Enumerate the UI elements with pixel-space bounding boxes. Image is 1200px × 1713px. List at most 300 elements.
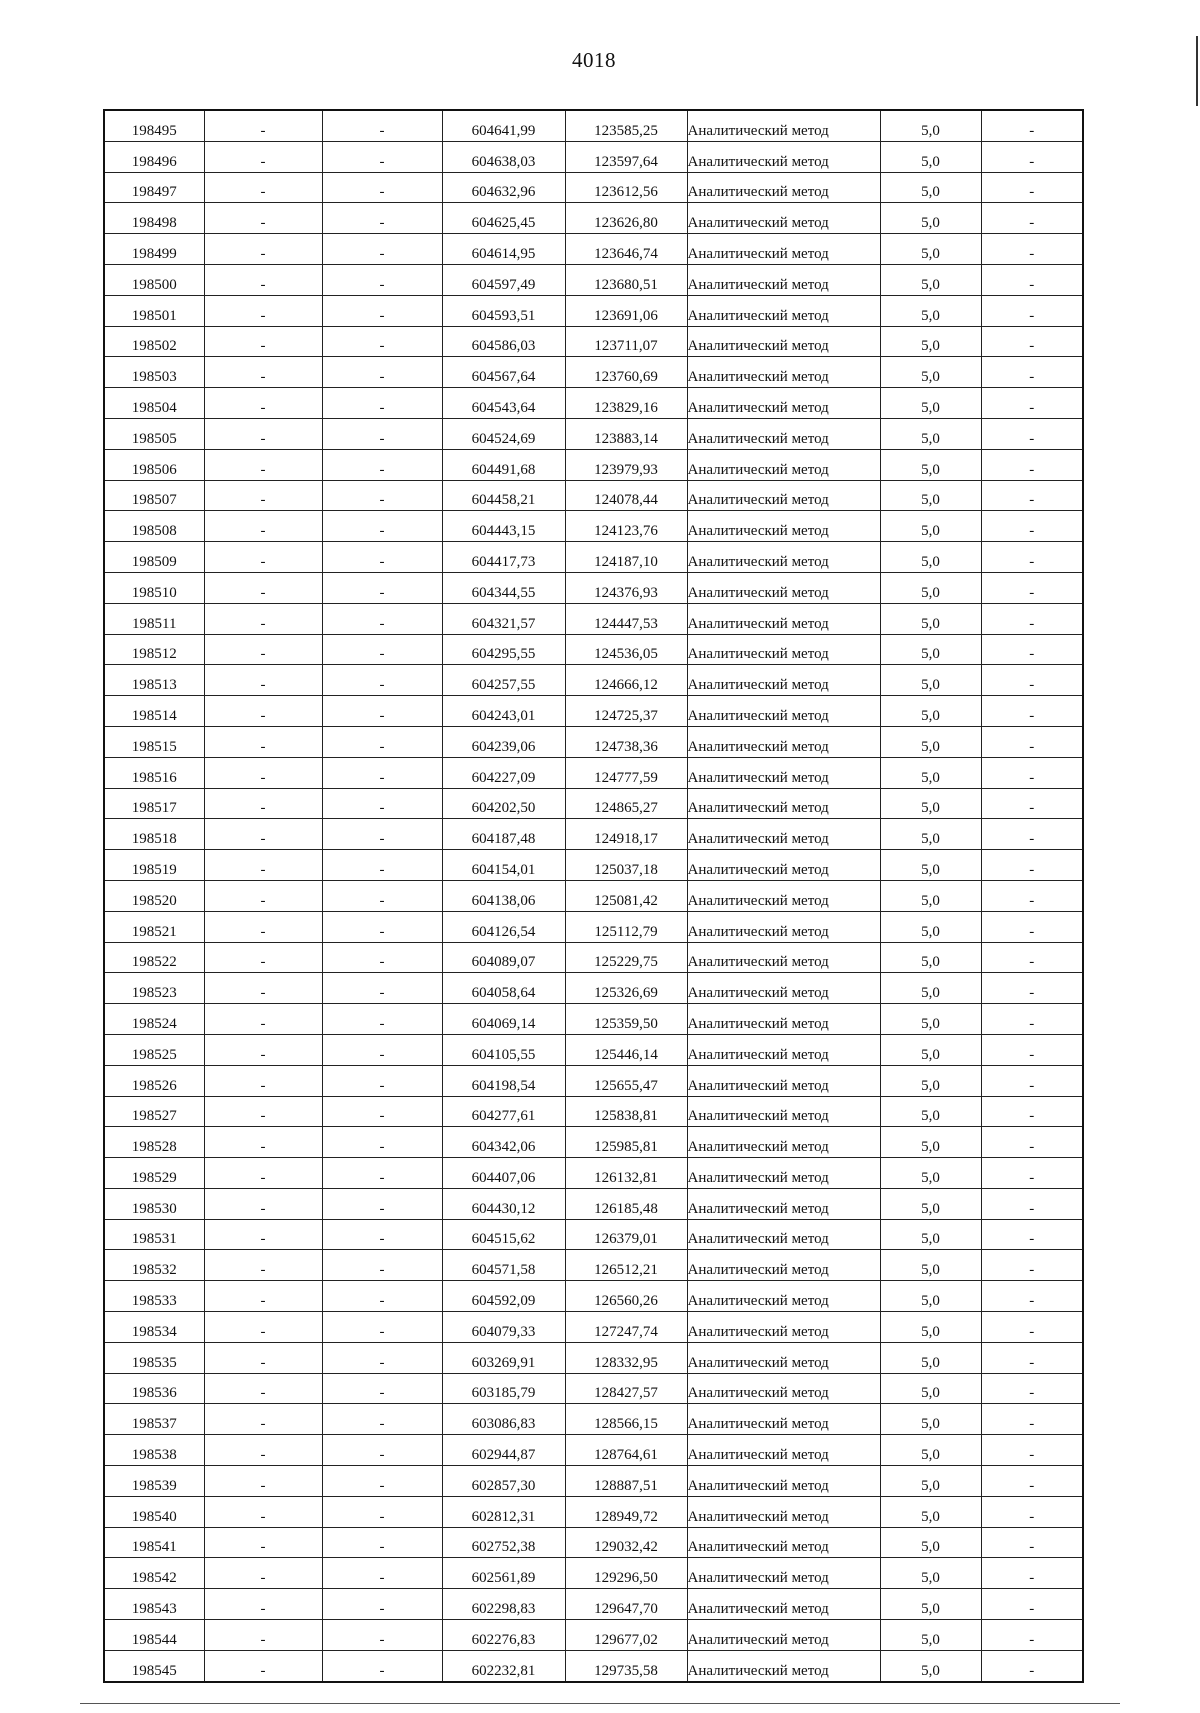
table-row [104,603,1083,634]
table-row [104,326,1083,357]
empty-value-cell: - [204,295,322,326]
accuracy-cell: 5,0 [880,942,981,973]
accuracy-cell: 5,0 [880,1404,981,1435]
table-row [104,1158,1083,1189]
accuracy-cell: 5,0 [880,726,981,757]
method-cell: Аналитический метод [687,295,880,326]
coordinate-y-cell: 125326,69 [565,973,687,1004]
empty-value-cell: - [981,1435,1083,1466]
coordinate-y-cell: 124123,76 [565,511,687,542]
table-row [104,511,1083,542]
empty-value-cell: - [981,973,1083,1004]
accuracy-cell: 5,0 [880,665,981,696]
method-cell: Аналитический метод [687,1435,880,1466]
empty-value-cell: - [204,1650,322,1681]
empty-value-cell: - [204,911,322,942]
coordinate-y-cell: 124187,10 [565,542,687,573]
empty-value-cell: - [981,1589,1083,1620]
empty-value-cell: - [981,665,1083,696]
coordinate-y-cell: 128887,51 [565,1466,687,1497]
empty-value-cell: - [204,110,322,141]
empty-value-cell: - [204,726,322,757]
point-number-cell: 198499 [104,234,204,265]
method-cell: Аналитический метод [687,603,880,634]
empty-value-cell: - [204,1281,322,1312]
accuracy-cell: 5,0 [880,1034,981,1065]
empty-value-cell: - [322,880,442,911]
empty-value-cell: - [322,1342,442,1373]
accuracy-cell: 5,0 [880,542,981,573]
empty-value-cell: - [981,264,1083,295]
table-row [104,696,1083,727]
empty-value-cell: - [322,942,442,973]
empty-value-cell: - [322,449,442,480]
coordinate-y-cell: 126379,01 [565,1219,687,1250]
empty-value-cell: - [204,1034,322,1065]
table-row [104,1404,1083,1435]
coordinate-y-cell: 123585,25 [565,110,687,141]
coordinate-x-cell: 604126,54 [442,911,565,942]
coordinate-y-cell: 126185,48 [565,1188,687,1219]
table-row [104,141,1083,172]
empty-value-cell: - [204,141,322,172]
table-row [104,264,1083,295]
empty-value-cell: - [981,1281,1083,1312]
coordinate-x-cell: 604202,50 [442,788,565,819]
empty-value-cell: - [981,757,1083,788]
coordinate-x-cell: 604058,64 [442,973,565,1004]
coordinate-y-cell: 125446,14 [565,1034,687,1065]
coordinate-y-cell: 128949,72 [565,1496,687,1527]
accuracy-cell: 5,0 [880,1127,981,1158]
empty-value-cell: - [322,110,442,141]
empty-value-cell: - [981,696,1083,727]
empty-value-cell: - [322,1004,442,1035]
point-number-cell: 198519 [104,850,204,881]
point-number-cell: 198511 [104,603,204,634]
point-number-cell: 198502 [104,326,204,357]
coordinate-y-cell: 123760,69 [565,357,687,388]
accuracy-cell: 5,0 [880,1342,981,1373]
coordinate-y-cell: 124777,59 [565,757,687,788]
table-row [104,1373,1083,1404]
method-cell: Аналитический метод [687,696,880,727]
point-number-cell: 198512 [104,634,204,665]
empty-value-cell: - [322,1188,442,1219]
coordinate-x-cell: 604641,99 [442,110,565,141]
point-number-cell: 198503 [104,357,204,388]
coordinate-y-cell: 128427,57 [565,1373,687,1404]
empty-value-cell: - [204,203,322,234]
empty-value-cell: - [322,388,442,419]
method-cell: Аналитический метод [687,757,880,788]
empty-value-cell: - [204,449,322,480]
empty-value-cell: - [981,172,1083,203]
accuracy-cell: 5,0 [880,1435,981,1466]
method-cell: Аналитический метод [687,665,880,696]
coordinate-x-cell: 603086,83 [442,1404,565,1435]
point-number-cell: 198520 [104,880,204,911]
accuracy-cell: 5,0 [880,234,981,265]
coordinate-y-cell: 127247,74 [565,1312,687,1343]
empty-value-cell: - [322,1496,442,1527]
method-cell: Аналитический метод [687,788,880,819]
table-row [104,1435,1083,1466]
point-number-cell: 198518 [104,819,204,850]
coordinate-x-cell: 604491,68 [442,449,565,480]
accuracy-cell: 5,0 [880,1558,981,1589]
empty-value-cell: - [981,234,1083,265]
accuracy-cell: 5,0 [880,1373,981,1404]
coordinate-y-cell: 124078,44 [565,480,687,511]
point-number-cell: 198522 [104,942,204,973]
accuracy-cell: 5,0 [880,1004,981,1035]
coordinate-x-cell: 604625,45 [442,203,565,234]
coordinate-y-cell: 129677,02 [565,1620,687,1651]
empty-value-cell: - [322,1281,442,1312]
empty-value-cell: - [204,1158,322,1189]
coordinate-x-cell: 604079,33 [442,1312,565,1343]
empty-value-cell: - [322,264,442,295]
empty-value-cell: - [204,264,322,295]
accuracy-cell: 5,0 [880,1620,981,1651]
empty-value-cell: - [322,542,442,573]
empty-value-cell: - [204,1558,322,1589]
method-cell: Аналитический метод [687,1558,880,1589]
empty-value-cell: - [204,1219,322,1250]
method-cell: Аналитический метод [687,634,880,665]
coordinate-y-cell: 129647,70 [565,1589,687,1620]
point-number-cell: 198530 [104,1188,204,1219]
coordinate-y-cell: 125655,47 [565,1065,687,1096]
table-row [104,1527,1083,1558]
empty-value-cell: - [322,819,442,850]
method-cell: Аналитический метод [687,850,880,881]
empty-value-cell: - [981,1527,1083,1558]
empty-value-cell: - [981,203,1083,234]
empty-value-cell: - [322,850,442,881]
coordinate-y-cell: 124738,36 [565,726,687,757]
point-number-cell: 198528 [104,1127,204,1158]
accuracy-cell: 5,0 [880,1096,981,1127]
empty-value-cell: - [981,511,1083,542]
table-row [104,480,1083,511]
table-row [104,1004,1083,1035]
coordinate-y-cell: 126132,81 [565,1158,687,1189]
accuracy-cell: 5,0 [880,634,981,665]
empty-value-cell: - [981,942,1083,973]
coordinate-x-cell: 602752,38 [442,1527,565,1558]
accuracy-cell: 5,0 [880,850,981,881]
empty-value-cell: - [204,572,322,603]
point-number-cell: 198538 [104,1435,204,1466]
coordinate-y-cell: 124447,53 [565,603,687,634]
coordinate-y-cell: 129032,42 [565,1527,687,1558]
table-row [104,973,1083,1004]
table-row [104,1342,1083,1373]
table-row [104,572,1083,603]
point-number-cell: 198541 [104,1527,204,1558]
coordinate-x-cell: 604105,55 [442,1034,565,1065]
empty-value-cell: - [981,1188,1083,1219]
point-number-cell: 198496 [104,141,204,172]
empty-value-cell: - [204,819,322,850]
accuracy-cell: 5,0 [880,1250,981,1281]
coordinate-y-cell: 124918,17 [565,819,687,850]
empty-value-cell: - [204,665,322,696]
method-cell: Аналитический метод [687,418,880,449]
empty-value-cell: - [322,757,442,788]
empty-value-cell: - [204,1342,322,1373]
table-row [104,634,1083,665]
method-cell: Аналитический метод [687,388,880,419]
table-row [104,388,1083,419]
method-cell: Аналитический метод [687,1373,880,1404]
coordinate-x-cell: 604407,06 [442,1158,565,1189]
coordinate-x-cell: 604597,49 [442,264,565,295]
point-number-cell: 198495 [104,110,204,141]
coordinate-x-cell: 602561,89 [442,1558,565,1589]
empty-value-cell: - [322,418,442,449]
point-number-cell: 198525 [104,1034,204,1065]
point-number-cell: 198535 [104,1342,204,1373]
coordinate-y-cell: 128764,61 [565,1435,687,1466]
empty-value-cell: - [204,1127,322,1158]
empty-value-cell: - [981,1034,1083,1065]
point-number-cell: 198542 [104,1558,204,1589]
table-row [104,1620,1083,1651]
point-number-cell: 198517 [104,788,204,819]
accuracy-cell: 5,0 [880,1312,981,1343]
table-row [104,788,1083,819]
coordinate-x-cell: 604277,61 [442,1096,565,1127]
coordinate-x-cell: 604524,69 [442,418,565,449]
empty-value-cell: - [322,1650,442,1681]
coordinate-y-cell: 123883,14 [565,418,687,449]
empty-value-cell: - [981,1004,1083,1035]
empty-value-cell: - [322,1096,442,1127]
coordinate-x-cell: 604430,12 [442,1188,565,1219]
point-number-cell: 198532 [104,1250,204,1281]
coordinate-y-cell: 126560,26 [565,1281,687,1312]
point-number-cell: 198539 [104,1466,204,1497]
accuracy-cell: 5,0 [880,1650,981,1681]
empty-value-cell: - [981,1466,1083,1497]
empty-value-cell: - [204,603,322,634]
method-cell: Аналитический метод [687,1188,880,1219]
coordinate-x-cell: 604614,95 [442,234,565,265]
point-number-cell: 198508 [104,511,204,542]
method-cell: Аналитический метод [687,726,880,757]
table-row [104,819,1083,850]
method-cell: Аналитический метод [687,1589,880,1620]
empty-value-cell: - [204,1188,322,1219]
point-number-cell: 198526 [104,1065,204,1096]
coordinate-y-cell: 129735,58 [565,1650,687,1681]
table-row [104,1127,1083,1158]
point-number-cell: 198533 [104,1281,204,1312]
empty-value-cell: - [322,295,442,326]
accuracy-cell: 5,0 [880,357,981,388]
point-number-cell: 198537 [104,1404,204,1435]
coordinate-y-cell: 124865,27 [565,788,687,819]
method-cell: Аналитический метод [687,1466,880,1497]
method-cell: Аналитический метод [687,203,880,234]
empty-value-cell: - [981,449,1083,480]
empty-value-cell: - [322,1373,442,1404]
empty-value-cell: - [322,326,442,357]
accuracy-cell: 5,0 [880,449,981,480]
accuracy-cell: 5,0 [880,1188,981,1219]
empty-value-cell: - [322,172,442,203]
empty-value-cell: - [322,696,442,727]
coordinate-x-cell: 604567,64 [442,357,565,388]
empty-value-cell: - [204,757,322,788]
empty-value-cell: - [322,973,442,1004]
empty-value-cell: - [204,234,322,265]
empty-value-cell: - [204,788,322,819]
empty-value-cell: - [981,141,1083,172]
coordinate-x-cell: 604187,48 [442,819,565,850]
empty-value-cell: - [981,634,1083,665]
empty-value-cell: - [981,819,1083,850]
coordinate-y-cell: 126512,21 [565,1250,687,1281]
method-cell: Аналитический метод [687,1281,880,1312]
empty-value-cell: - [322,726,442,757]
empty-value-cell: - [204,172,322,203]
table-row [104,418,1083,449]
accuracy-cell: 5,0 [880,819,981,850]
method-cell: Аналитический метод [687,234,880,265]
coordinate-y-cell: 129296,50 [565,1558,687,1589]
empty-value-cell: - [981,1219,1083,1250]
table-row [104,757,1083,788]
empty-value-cell: - [322,1250,442,1281]
method-cell: Аналитический метод [687,819,880,850]
coordinate-y-cell: 125359,50 [565,1004,687,1035]
empty-value-cell: - [322,141,442,172]
bottom-rule [80,1703,1120,1704]
empty-value-cell: - [204,418,322,449]
coordinate-x-cell: 602944,87 [442,1435,565,1466]
point-number-cell: 198540 [104,1496,204,1527]
table-row [104,1034,1083,1065]
coordinate-y-cell: 125229,75 [565,942,687,973]
method-cell: Аналитический метод [687,172,880,203]
coordinate-y-cell: 125838,81 [565,1096,687,1127]
method-cell: Аналитический метод [687,326,880,357]
empty-value-cell: - [204,1065,322,1096]
method-cell: Аналитический метод [687,480,880,511]
empty-value-cell: - [981,880,1083,911]
method-cell: Аналитический метод [687,1065,880,1096]
empty-value-cell: - [204,1312,322,1343]
table-body [104,110,1083,1682]
table-row [104,1065,1083,1096]
empty-value-cell: - [981,1127,1083,1158]
method-cell: Аналитический метод [687,264,880,295]
empty-value-cell: - [981,1158,1083,1189]
method-cell: Аналитический метод [687,1496,880,1527]
coordinate-y-cell: 124666,12 [565,665,687,696]
coordinate-x-cell: 604593,51 [442,295,565,326]
empty-value-cell: - [981,788,1083,819]
table-row [104,726,1083,757]
accuracy-cell: 5,0 [880,1065,981,1096]
coordinate-x-cell: 604295,55 [442,634,565,665]
accuracy-cell: 5,0 [880,1219,981,1250]
coordinate-y-cell: 125081,42 [565,880,687,911]
empty-value-cell: - [322,1435,442,1466]
empty-value-cell: - [981,572,1083,603]
empty-value-cell: - [204,1435,322,1466]
empty-value-cell: - [204,850,322,881]
empty-value-cell: - [981,542,1083,573]
empty-value-cell: - [322,1127,442,1158]
empty-value-cell: - [322,788,442,819]
coordinate-x-cell: 602298,83 [442,1589,565,1620]
empty-value-cell: - [322,1312,442,1343]
empty-value-cell: - [322,911,442,942]
empty-value-cell: - [981,911,1083,942]
empty-value-cell: - [322,234,442,265]
coordinate-y-cell: 124376,93 [565,572,687,603]
point-number-cell: 198545 [104,1650,204,1681]
empty-value-cell: - [981,1312,1083,1343]
empty-value-cell: - [204,634,322,665]
coordinate-y-cell: 123626,80 [565,203,687,234]
accuracy-cell: 5,0 [880,388,981,419]
empty-value-cell: - [204,357,322,388]
coordinate-x-cell: 604638,03 [442,141,565,172]
table-row [104,1650,1083,1681]
method-cell: Аналитический метод [687,942,880,973]
empty-value-cell: - [204,511,322,542]
coordinate-x-cell: 604586,03 [442,326,565,357]
empty-value-cell: - [322,1065,442,1096]
coordinate-x-cell: 604089,07 [442,942,565,973]
coordinate-x-cell: 604154,01 [442,850,565,881]
coordinate-x-cell: 604592,09 [442,1281,565,1312]
empty-value-cell: - [322,572,442,603]
table-row [104,911,1083,942]
empty-value-cell: - [981,418,1083,449]
method-cell: Аналитический метод [687,511,880,542]
empty-value-cell: - [322,357,442,388]
empty-value-cell: - [322,665,442,696]
method-cell: Аналитический метод [687,973,880,1004]
point-number-cell: 198500 [104,264,204,295]
empty-value-cell: - [981,603,1083,634]
empty-value-cell: - [322,1158,442,1189]
empty-value-cell: - [981,850,1083,881]
empty-value-cell: - [204,542,322,573]
point-number-cell: 198531 [104,1219,204,1250]
point-number-cell: 198521 [104,911,204,942]
empty-value-cell: - [981,1558,1083,1589]
empty-value-cell: - [981,326,1083,357]
table-row [104,542,1083,573]
empty-value-cell: - [981,1650,1083,1681]
accuracy-cell: 5,0 [880,911,981,942]
accuracy-cell: 5,0 [880,1496,981,1527]
point-number-cell: 198501 [104,295,204,326]
point-number-cell: 198510 [104,572,204,603]
method-cell: Аналитический метод [687,1620,880,1651]
point-number-cell: 198504 [104,388,204,419]
empty-value-cell: - [322,1466,442,1497]
coordinate-x-cell: 604515,62 [442,1219,565,1250]
